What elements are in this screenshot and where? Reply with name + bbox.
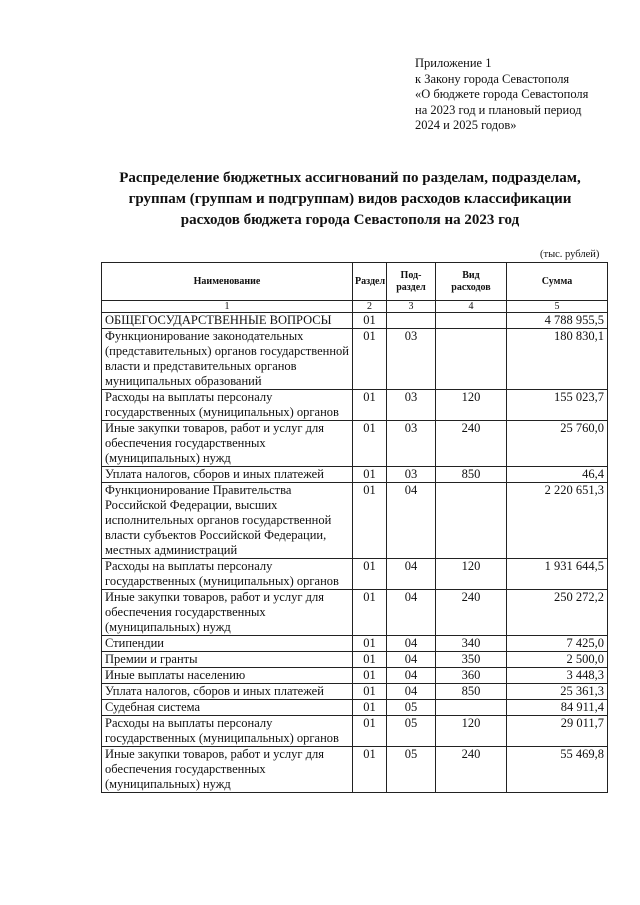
row-subsection-cell: 04 (387, 652, 436, 668)
row-expense-type-cell (436, 329, 507, 390)
row-subsection-cell: 04 (387, 483, 436, 559)
row-section-cell: 01 (353, 559, 387, 590)
row-section-cell: 01 (353, 684, 387, 700)
row-section-cell: 01 (353, 390, 387, 421)
row-section-cell: 01 (353, 421, 387, 467)
row-amount-cell: 2 500,0 (507, 652, 608, 668)
row-subsection-cell: 05 (387, 700, 436, 716)
row-subsection-cell (387, 313, 436, 329)
row-section-cell: 01 (353, 668, 387, 684)
appendix-line: 2024 и 2025 годов» (415, 118, 517, 132)
title-line: группам (группам и подгруппам) видов расходов классификации (128, 191, 572, 207)
table-row (102, 636, 608, 652)
appendix-note (415, 56, 635, 134)
table-header (102, 263, 608, 301)
row-expense-type-cell: 120 (436, 390, 507, 421)
document-title (100, 168, 600, 231)
table-row (102, 313, 608, 329)
row-section-cell: 01 (353, 700, 387, 716)
row-subsection-cell: 04 (387, 559, 436, 590)
row-name-cell: Уплата налогов, сборов и иных платежей (102, 467, 353, 483)
row-section-cell: 01 (353, 467, 387, 483)
table-row (102, 700, 608, 716)
row-name-cell: Расходы на выплаты персоналу государственных (муниципальных) органов (102, 390, 353, 421)
column-number: 4 (436, 301, 507, 313)
table-row (102, 390, 608, 421)
row-section-cell: 01 (353, 329, 387, 390)
row-amount-cell: 3 448,3 (507, 668, 608, 684)
row-name-cell: ОБЩЕГОСУДАРСТВЕННЫЕ ВОПРОСЫ (102, 313, 353, 329)
header-name: Наименование (102, 263, 353, 301)
row-expense-type-cell (436, 313, 507, 329)
row-name-cell: Иные закупки товаров, работ и услуг для обеспечения государственных (муниципальных) нужд (102, 590, 353, 636)
table-row (102, 668, 608, 684)
table-row (102, 559, 608, 590)
header-expense-type (436, 263, 507, 301)
appendix-line: «О бюджете города Севастополя (415, 87, 589, 101)
row-expense-type-cell: 240 (436, 747, 507, 793)
table-body (102, 301, 608, 793)
appendix-line: Приложение 1 (415, 56, 492, 70)
row-name-cell: Судебная система (102, 700, 353, 716)
table-row (102, 467, 608, 483)
row-section-cell: 01 (353, 313, 387, 329)
row-expense-type-cell: 360 (436, 668, 507, 684)
row-amount-cell: 29 011,7 (507, 716, 608, 747)
row-amount-cell: 7 425,0 (507, 636, 608, 652)
row-name-cell: Иные закупки товаров, работ и услуг для обеспечения государственных (муниципальных) нужд (102, 421, 353, 467)
table-row (102, 716, 608, 747)
row-amount-cell: 25 760,0 (507, 421, 608, 467)
row-expense-type-cell: 240 (436, 421, 507, 467)
units-label: (тыс. рублей) (540, 249, 600, 260)
row-subsection-cell: 04 (387, 668, 436, 684)
table-row (102, 747, 608, 793)
column-number: 3 (387, 301, 436, 313)
row-name-cell: Иные выплаты населению (102, 668, 353, 684)
row-subsection-cell: 05 (387, 747, 436, 793)
row-expense-type-cell: 120 (436, 559, 507, 590)
row-subsection-cell: 04 (387, 590, 436, 636)
row-subsection-cell: 03 (387, 390, 436, 421)
row-expense-type-cell: 850 (436, 467, 507, 483)
row-name-cell: Стипендии (102, 636, 353, 652)
row-section-cell: 01 (353, 716, 387, 747)
header-subsection-line: Под- (400, 269, 422, 281)
header-amount: Сумма (507, 263, 608, 301)
row-name-cell: Иные закупки товаров, работ и услуг для обеспечения государственных (муниципальных) нужд (102, 747, 353, 793)
header-subsection (387, 263, 436, 301)
row-expense-type-cell: 850 (436, 684, 507, 700)
row-amount-cell: 180 830,1 (507, 329, 608, 390)
table-row (102, 483, 608, 559)
row-name-cell: Функционирование законодательных (представительных) органов государственной власти и представительных органов муниципальных образований (102, 329, 353, 390)
header-expense-type-line: Вид (462, 269, 480, 281)
row-subsection-cell: 04 (387, 636, 436, 652)
row-subsection-cell: 05 (387, 716, 436, 747)
row-subsection-cell: 03 (387, 421, 436, 467)
row-amount-cell: 155 023,7 (507, 390, 608, 421)
row-section-cell: 01 (353, 652, 387, 668)
column-number: 2 (353, 301, 387, 313)
row-subsection-cell: 04 (387, 684, 436, 700)
row-subsection-cell: 03 (387, 467, 436, 483)
row-name-cell: Расходы на выплаты персоналу государственных (муниципальных) органов (102, 716, 353, 747)
row-section-cell: 01 (353, 483, 387, 559)
appendix-line: к Закону города Севастополя (415, 71, 570, 86)
row-name-cell: Функционирование Правительства Российской Федерации, высших исполнительных органов государственной власти субъектов Российской Федерации, местных администраций (102, 483, 353, 559)
title-line: Распределение бюджетных ассигнований по разделам, подразделам, (119, 170, 581, 186)
row-name-cell: Расходы на выплаты персоналу государственных (муниципальных) органов (102, 559, 353, 590)
row-amount-cell: 84 911,4 (507, 700, 608, 716)
table-row (102, 421, 608, 467)
header-expense-type-line: расходов (451, 281, 491, 293)
budget-table (101, 262, 608, 793)
column-number: 5 (507, 301, 608, 313)
row-amount-cell: 250 272,2 (507, 590, 608, 636)
appendix-line: на 2023 год и плановый период (415, 102, 582, 117)
table-row (102, 329, 608, 390)
row-expense-type-cell: 120 (436, 716, 507, 747)
row-expense-type-cell: 350 (436, 652, 507, 668)
table-row (102, 590, 608, 636)
row-name-cell: Премии и гранты (102, 652, 353, 668)
row-name-cell: Уплата налогов, сборов и иных платежей (102, 684, 353, 700)
header-subsection-line: раздел (396, 281, 426, 293)
row-subsection-cell: 03 (387, 329, 436, 390)
row-amount-cell: 46,4 (507, 467, 608, 483)
row-section-cell: 01 (353, 590, 387, 636)
table-row (102, 684, 608, 700)
column-numbers-row (102, 301, 608, 313)
row-amount-cell: 1 931 644,5 (507, 559, 608, 590)
table-row (102, 652, 608, 668)
row-amount-cell: 4 788 955,5 (507, 313, 608, 329)
title-line: расходов бюджета города Севастополя на 2023 год (180, 212, 520, 228)
row-section-cell: 01 (353, 636, 387, 652)
column-number: 1 (102, 301, 353, 313)
row-amount-cell: 2 220 651,3 (507, 483, 608, 559)
row-expense-type-cell: 340 (436, 636, 507, 652)
row-section-cell: 01 (353, 747, 387, 793)
row-expense-type-cell (436, 700, 507, 716)
row-expense-type-cell (436, 483, 507, 559)
row-amount-cell: 55 469,8 (507, 747, 608, 793)
row-expense-type-cell: 240 (436, 590, 507, 636)
header-section: Раздел (353, 263, 387, 301)
row-amount-cell: 25 361,3 (507, 684, 608, 700)
